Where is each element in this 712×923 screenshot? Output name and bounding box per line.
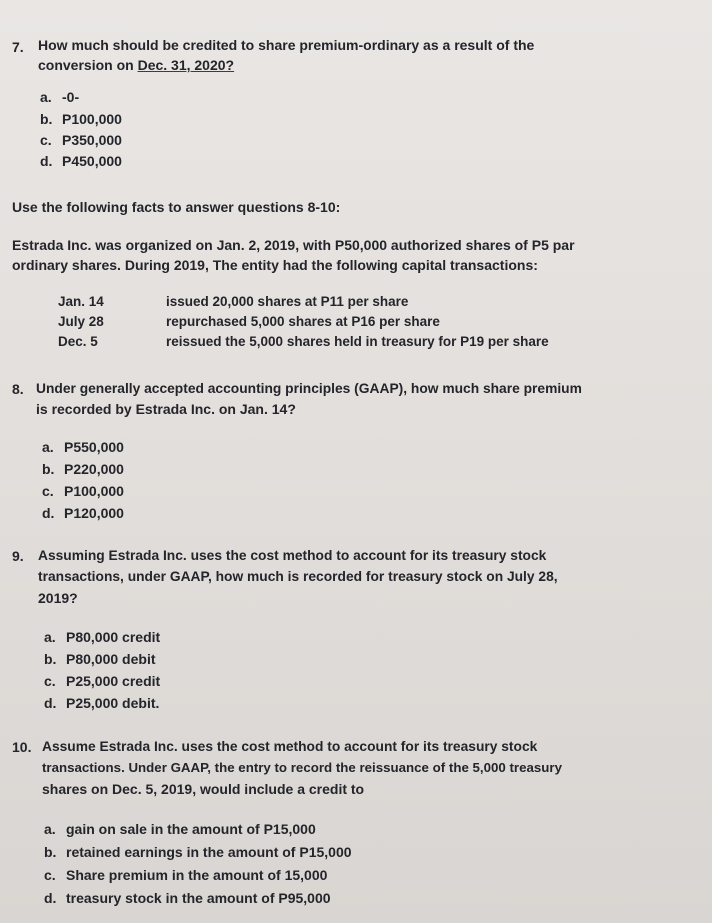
q8-option-b-text: P220,000 — [64, 461, 124, 477]
q10-number: 10. — [12, 739, 32, 755]
q9-option-c-letter: c. — [44, 673, 56, 689]
q8-option-c — [42, 482, 124, 500]
q10-option-b — [44, 843, 352, 861]
q10-stem-line3: shares on Dec. 5, 2019, would include a credit to — [42, 781, 365, 797]
q8-option-d-text: P120,000 — [64, 505, 124, 521]
q7-option-c — [40, 131, 122, 149]
q7-option-d-letter: d. — [40, 153, 53, 169]
q7-option-b — [40, 110, 122, 128]
q10-stem-line1: Assume Estrada Inc. uses the cost method to account for its treasury stock — [42, 739, 538, 754]
q9-option-c — [44, 672, 160, 690]
q7-option-d — [40, 152, 122, 170]
q10-option-d-letter: d. — [44, 890, 57, 906]
q9-stem-line3: 2019? — [38, 590, 78, 606]
q10-option-d — [44, 889, 331, 907]
q8-option-d — [42, 504, 124, 522]
transaction-date: Jan. 14 — [58, 294, 104, 309]
q9-option-d-text: P25,000 debit. — [66, 695, 160, 711]
q7-option-d-text: P450,000 — [62, 153, 122, 169]
transaction-date: Dec. 5 — [58, 334, 98, 349]
q9-option-b-letter: b. — [44, 651, 57, 667]
q8-option-c-text: P100,000 — [64, 483, 124, 499]
transaction-desc: repurchased 5,000 shares at P16 per share — [166, 314, 440, 329]
q7-stem-line2 — [38, 56, 234, 74]
q10-option-a-letter: a. — [44, 821, 56, 837]
q7-option-a-text: -0- — [62, 89, 80, 105]
q7-option-c-letter: c. — [40, 132, 52, 148]
q9-option-d — [44, 694, 159, 712]
q9-option-b — [44, 650, 156, 668]
q8-number: 8. — [12, 381, 24, 397]
q8-option-a-letter: a. — [42, 439, 54, 455]
q10-stem-line2: transactions. Under GAAP, the entry to record the reissuance of the 5,000 treasury — [42, 760, 562, 775]
q9-option-a-text: P80,000 credit — [66, 629, 161, 645]
q7-option-c-text: P350,000 — [62, 132, 122, 148]
q8-option-a — [42, 438, 124, 456]
q9-option-d-letter: d. — [44, 695, 57, 711]
transaction-date: July 28 — [58, 314, 104, 329]
q7-option-a — [40, 88, 79, 106]
q10-option-c — [44, 866, 327, 884]
q9-option-a — [44, 628, 160, 646]
q8-stem-line1: Under generally accepted accounting principles (GAAP), how much share premium — [36, 381, 582, 396]
q8-stem-line2: is recorded by Estrada Inc. on Jan. 14? — [36, 401, 296, 417]
q7-stem-line2-b: Dec. 31, 2020? — [137, 57, 235, 73]
q9-option-c-text: P25,000 credit — [66, 673, 161, 689]
q7-stem-line1: How much should be credited to share premium-ordinary as a result of the — [38, 37, 535, 53]
q9-option-b-text: P80,000 debit — [66, 651, 156, 667]
q10-option-a-text: gain on sale in the amount of P15,000 — [66, 821, 316, 837]
q9-number: 9. — [12, 548, 24, 564]
facts-para-line2: ordinary shares. During 2019, The entity had the following capital transactions: — [12, 257, 538, 273]
q8-option-c-letter: c. — [42, 483, 54, 499]
q10-option-c-letter: c. — [44, 867, 56, 883]
q8-option-b-letter: b. — [42, 461, 55, 477]
q10-option-d-text: treasury stock in the amount of P95,000 — [66, 890, 331, 906]
q7-number: 7. — [12, 39, 24, 55]
q9-stem-line2: transactions, under GAAP, how much is recorded for treasury stock on July 28, — [38, 569, 558, 584]
q7-stem-line2-a: conversion on — [38, 57, 138, 73]
q10-option-b-letter: b. — [44, 844, 57, 860]
q8-option-a-text: P550,000 — [64, 439, 124, 455]
q7-option-a-letter: a. — [40, 89, 52, 105]
facts-para-line1: Estrada Inc. was organized on Jan. 2, 2019, with P50,000 authorized shares of P5 par — [12, 237, 575, 253]
q8-option-b — [42, 460, 124, 478]
q7-option-b-text: P100,000 — [62, 111, 122, 127]
q7-option-b-letter: b. — [40, 111, 53, 127]
facts-intro: Use the following facts to answer questions 8-10: — [12, 199, 341, 215]
transaction-desc: issued 20,000 shares at P11 per share — [166, 294, 409, 309]
q9-stem-line1: Assuming Estrada Inc. uses the cost method to account for its treasury stock — [38, 548, 547, 563]
q10-option-b-text: retained earnings in the amount of P15,000 — [66, 844, 352, 860]
q8-option-d-letter: d. — [42, 505, 55, 521]
q9-option-a-letter: a. — [44, 629, 56, 645]
q10-option-a — [44, 820, 316, 838]
transaction-desc: reissued the 5,000 shares held in treasury for P19 per share — [166, 334, 549, 349]
q10-option-c-text: Share premium in the amount of 15,000 — [66, 867, 328, 883]
